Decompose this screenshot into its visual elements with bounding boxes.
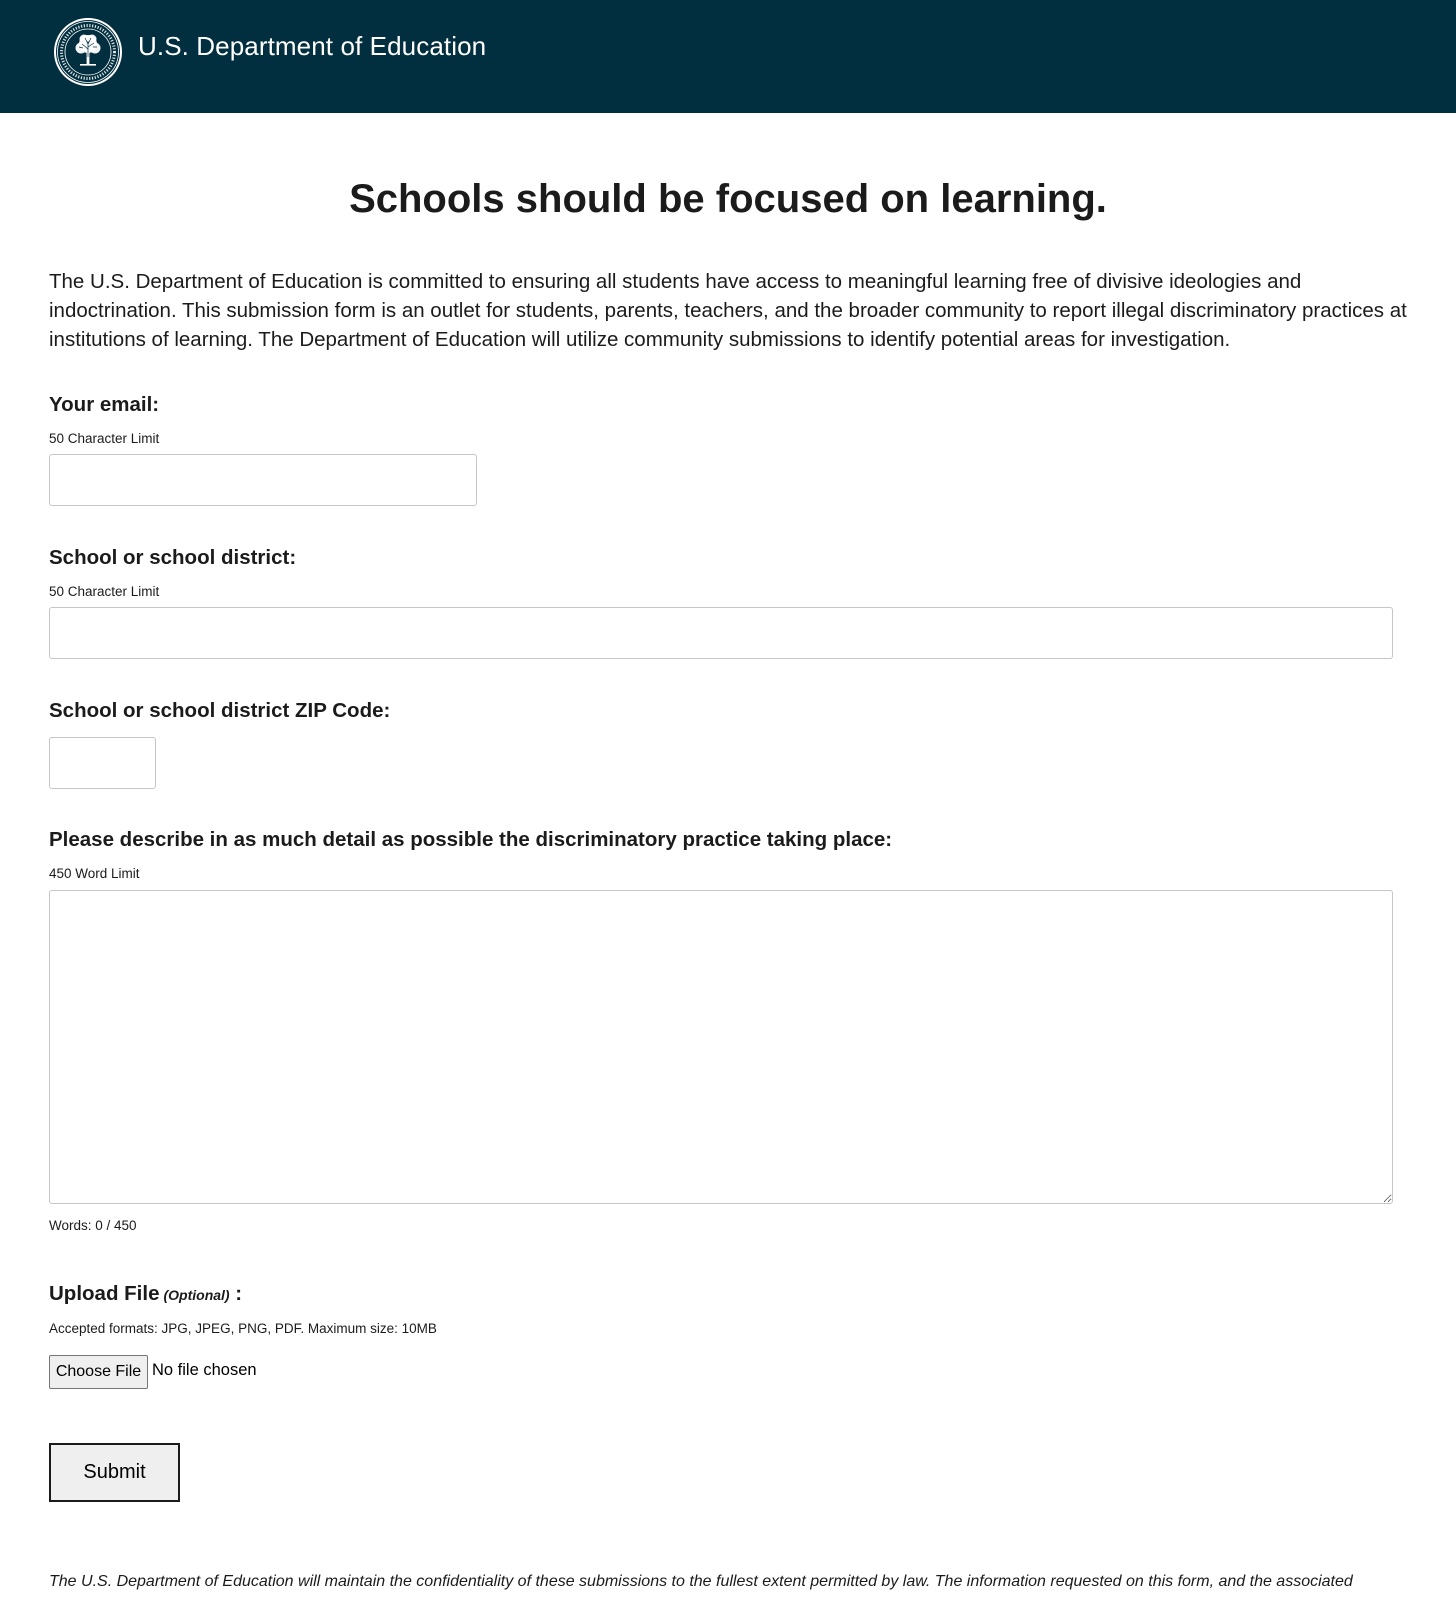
- confidentiality-note: The U.S. Department of Education will maintain the confidentiality of these submissions to the fullest extent permitted by law. The information requested on this form, and the associated: [49, 1573, 1353, 1590]
- submit-button[interactable]: Submit: [49, 1443, 180, 1502]
- description-label: Please describe in as much detail as possible the discriminatory practice taking place:: [49, 828, 893, 851]
- upload-hint: Accepted formats: JPG, JPEG, PNG, PDF. Maximum size: 10MB: [49, 1321, 437, 1336]
- description-textarea[interactable]: [49, 890, 1393, 1204]
- site-header: [0, 0, 1456, 113]
- zip-label: School or school district ZIP Code:: [49, 699, 391, 722]
- school-input[interactable]: [49, 607, 1393, 659]
- school-label: School or school district:: [49, 546, 297, 569]
- email-input[interactable]: [49, 454, 477, 506]
- choose-file-button[interactable]: Choose File: [49, 1355, 148, 1389]
- file-status: No file chosen: [152, 1361, 257, 1379]
- email-label: Your email:: [49, 393, 160, 416]
- upload-colon: :: [235, 1282, 243, 1305]
- page-title: Schools should be focused on learning.: [349, 177, 1107, 221]
- upload-label-row: [49, 1282, 242, 1306]
- upload-label: Upload File: [49, 1282, 160, 1305]
- intro-paragraph: The U.S. Department of Education is committed to ensuring all students have access to meaningful learning free of divisive ideologies and indoctrination. This submission form is an outlet for students, parents, teachers, and the broader community to report illegal discriminatory practices at institutions of learning. The Department of Education will utilize community submissions to identify potential areas for investigation.: [49, 270, 1407, 351]
- agency-name[interactable]: U.S. Department of Education: [138, 31, 487, 61]
- email-hint: 50 Character Limit: [49, 431, 160, 446]
- department-seal-icon[interactable]: [53, 17, 123, 87]
- description-hint: 450 Word Limit: [49, 866, 140, 881]
- school-hint: 50 Character Limit: [49, 584, 160, 599]
- word-count: Words: 0 / 450: [49, 1218, 137, 1233]
- optional-tag: (Optional): [163, 1287, 230, 1303]
- zip-input[interactable]: [49, 737, 156, 789]
